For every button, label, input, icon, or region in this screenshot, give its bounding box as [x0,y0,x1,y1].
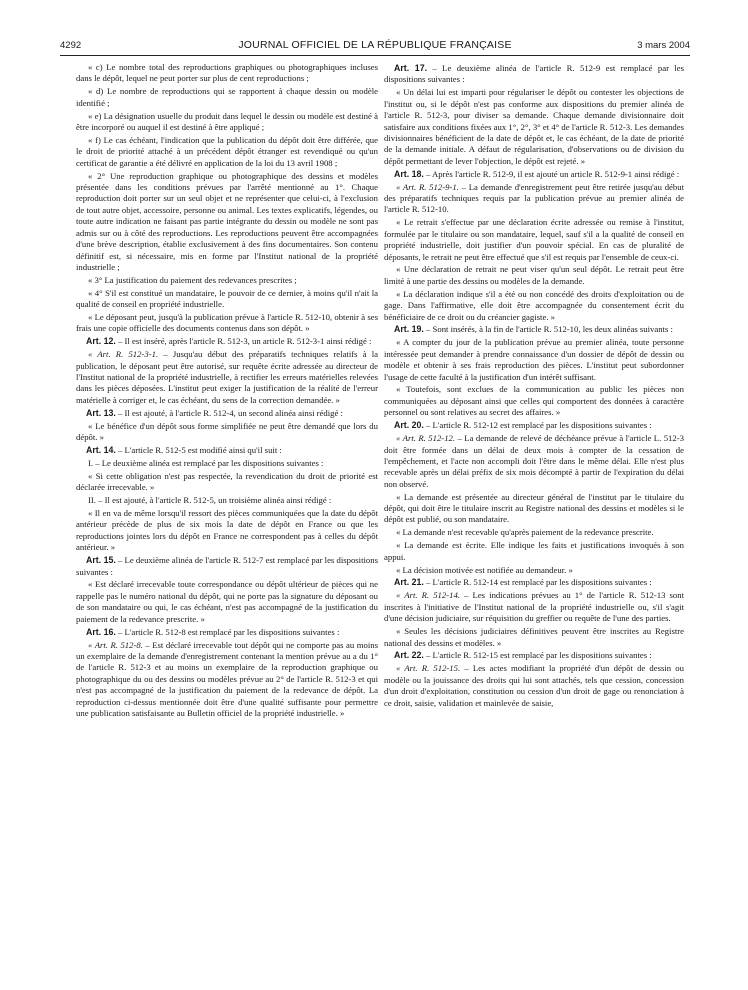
article-label: Art. 12. [86,336,116,347]
article-label: Art. 17. [394,63,428,73]
text-paragraph [76,508,378,554]
article-paragraph [384,324,684,335]
text-paragraph [76,579,378,625]
paragraph-text: « Une déclaration de retrait ne peut viser qu'un seul dépôt. Le retrait peut être limité à une partie des dessins ou modèles de la demande. [384,264,684,286]
paragraph-text: « La demande est écrite. Elle indique les faits et justifications invoqués à son appui. [384,540,684,562]
quoted-article-heading: « Art. R. 512-15. [396,663,461,674]
article-label: Art. 15. [86,555,116,566]
paragraph-text: – Les indications prévues au 1° de l'article R. 512-13 sont inscrites à l'initiative de l'Institut national de la propriété industrielle ou, s'il s'agit d'une décision judiciaire, sur réquisition du greffier ou requête de l'une des parties. [384,590,684,624]
text-paragraph [384,433,684,490]
text-paragraph [384,384,684,418]
text-paragraph [76,421,378,444]
page-header [60,38,690,54]
article-paragraph [76,408,378,419]
paragraph-text: – Le deuxième alinéa de l'article R. 512-7 est remplacé par les dispositions suivantes : [76,555,378,577]
text-paragraph [384,337,684,383]
article-label: Art. 14. [86,445,116,455]
paragraph-text: – Jusqu'au début des préparatifs techniques relatifs à la publication, le déposant peut être autorisé, sur requête écrite adressée au directeur de l'Institut national de la propriété industrielle, à rectifier les erreurs matérielles relevées dans les pièces déposées. L'institut peut exiger la justification de la réalité de l'erreur matérielle à corriger et, le cas échéant, du sens de la correction demandée. » [76,349,378,405]
article-paragraph [76,336,378,347]
paragraph-text: « 3° La justification du paiement des redevances prescrites ; [88,274,297,285]
page-number: 4292 [60,40,82,51]
right-column [384,62,684,982]
paragraph-text: « Si cette obligation n'est pas respectée, la revendication du droit de priorité est déclarée irrecevable. » [76,470,378,493]
text-paragraph [76,458,378,469]
issue-date: 3 mars 2004 [637,40,690,51]
text-paragraph [384,626,684,649]
paragraph-text: – L'article R. 512-15 est remplacé par les dispositions suivantes : [423,650,652,661]
article-paragraph [384,650,684,661]
paragraph-text: – L'article R. 512-5 est modifié ainsi qu'il suit : [115,445,282,455]
paragraph-text: – La demande de relevé de déchéance prévue à l'article L. 512-3 doit être formée dans un délai de deux mois à compter de la cessation de l'empêchement, et l'acte non accompli doit l'être dans le même délai. Elle n'est plus recevable après un délai préfix de six mois décompté à partir de l'expiration du délai non observé. [384,433,684,489]
paragraph-text: « 2° Une reproduction graphique ou photographique des dessins et modèles présentée dans les conditions prévues par l'arrêté mentionné au 1°. Chaque reproduction doit porter sur un seul objet et ne représenter que celui-ci, à l'exclusion de tout autre objet, accessoire, personne ou animal. Les textes explicatifs, légendes, ou toute autre indication ne faisant pas partie intégrante du dessin ou modèle ne sont pas admis sur ou à côté des reproductions. Les reproductions peuvent être accompagnées d'une brève description, établie exclusivement à des fins documentaires. Son contenu définitif est, si nécessaire, mis en forme par l'Institut national de la propriété industrielle ; [76,170,378,272]
text-paragraph [76,495,378,506]
paragraph-text: – Est déclaré irrecevable tout dépôt qui ne comporte pas au moins un exemplaire de la demande d'enregistrement contenant la mention prévue au a du 1° de l'article R. 512-3 et au moins un exemplaire de la reproduction graphique ou photographique du ou des dessins ou modèles prévue au 2° de l'article R. 512-3 et qui n'est pas accompagné de la justification du paiement de la redevance de dépôt. La reproduction ci-dessus mentionnée doit être d'une qualité suffisante pour permettre une publication satisfaisante au Bulletin officiel de la propriété industrielle. » [76,639,378,718]
paragraph-text: « Le bénéfice d'un dépôt sous forme simplifiée ne peut être demandé que lors du dépôt. » [76,420,378,443]
text-paragraph [76,275,378,286]
paragraph-text: « Le déposant peut, jusqu'à la publication prévue à l'article R. 512-10, obtenir à ses frais une copie officielle des documents contenus dans son dépôt. » [76,312,378,334]
paragraph-text: – Les actes modifiant la propriété d'un dépôt de dessin ou modèle ou la jouissance des droits qui lui sont attachés, tels que cession, concession d'un droit d'exploitation, constitution ou cession d'un droit de gage ou renonciation à ce droit, saisie, validation et mainlevée de saisie, [384,663,684,708]
article-paragraph [76,627,378,638]
paragraph-text: « c) Le nombre total des reproductions graphiques ou photographiques incluses dans le dépôt, lequel ne peut porter sur plus de cent reproductions ; [76,62,378,84]
paragraph-text: – Il est ajouté, à l'article R. 512-4, un second alinéa ainsi rédigé : [115,407,343,418]
text-paragraph [384,182,684,216]
text-paragraph [76,62,378,85]
paragraph-text: « La décision motivée est notifiée au demandeur. » [396,564,573,575]
text-paragraph [76,312,378,335]
paragraph-text: II. – Il est ajouté, à l'article R. 512-5, un troisième alinéa ainsi rédigé : [88,495,332,506]
paragraph-text: – Il est inséré, après l'article R. 512-3, un article R. 512-3-1 ainsi rédigé : [115,336,372,347]
paragraph-text: « d) Le nombre de reproductions qui se rapportent à chaque dessin ou modèle identifié ; [76,86,378,108]
paragraph-text: « Le retrait s'effectue par une déclaration écrite adressée ou remise à l'institut, formulée par le titulaire ou son mandataire, lequel, sauf s'il a la qualité de conseil en propriété industrielle, doit justifier d'un pouvoir spécial. En cas de pluralité de déposants, le retrait ne peut être effectué que s'il est requis par l'ensemble de ceux-ci. [384,217,684,262]
text-paragraph [384,217,684,263]
text-paragraph [384,540,684,563]
article-label: Art. 22. [394,650,424,661]
paragraph-text: « La demande n'est recevable qu'après paiement de la redevance prescrite. [396,527,654,538]
article-label: Art. 20. [394,420,424,431]
paragraph-text: « Un délai lui est imparti pour régulariser le dépôt ou contester les objections de l'institut ou, si le dépôt n'est pas conforme aux dispositions du premier alinéa de l'article R. 512-3, pour diviser sa demande. Chaque demande divisionnaire doit satisfaire aux conditions fixées aux 1°, 2°, 3° et 4° de l'article R. 512-3. Les demandes divisionnaires bénéficient de la date de dépôt et, le cas échéant, de la date de priorité de la demande initiale. A défaut de régularisation, d'observations ou de division du dépôt permettant de lever l'objection, le dépôt est rejeté. » [384,87,684,166]
text-paragraph [384,492,684,526]
paragraph-text: « 4° S'il est constitué un mandataire, le pouvoir de ce dernier, à moins qu'il n'ait la qualité de conseil en propriété industrielle. [76,287,378,310]
paragraph-text: « A compter du jour de la publication prévue au premier alinéa, toute personne intéressée peut demander à prendre connaissance d'un dossier de dépôt de dessin ou modèle et obtenir à ses frais reproduction des pièces. L'institut peut subordonner l'usage de cette faculté à la justification d'un intérêt suffisant. [384,337,684,382]
article-label: Art. 18. [394,168,424,179]
article-label: Art. 21. [394,577,424,588]
article-paragraph [384,63,684,86]
text-paragraph [76,640,378,720]
paragraph-text: – Sont insérés, à la fin de l'article R. 512-10, les deux alinéas suivants : [423,324,673,335]
header-rule [60,55,690,56]
paragraph-text: – Après l'article R. 512-9, il est ajouté un article R. 512-9-1 ainsi rédigé : [423,168,680,179]
text-paragraph [384,264,684,287]
text-paragraph [76,135,378,169]
paragraph-text: « f) Le cas échéant, l'indication que la publication du dépôt doit être différée, que le droit de priorité attaché à un précédent dépôt étranger est revendiqué ou qu'un certificat de garantie a été délivré en application de la loi du 13 avril 1908 ; [76,134,378,168]
paragraph-text: « Il en va de même lorsqu'il ressort des pièces communiquées que la date du dépôt antérieur précède de plus de six mois la date de dépôt en France ou que les reproductions jointes lors du dépôt en France ne correspondent pas à celles du dépôt antérieur. » [76,508,378,553]
paragraph-text: « La demande est présentée au directeur général de l'institut par le titulaire du dépôt, qui doit être le titulaire inscrit au Registre national des dessins et modèles si le dépôt est publié, ou son mandataire. [384,491,684,525]
paragraph-text: I. – Le deuxième alinéa est remplacé par les dispositions suivantes : [88,457,324,468]
quoted-article-heading: « Art. R. 512-9-1. [396,181,459,192]
text-paragraph [76,288,378,311]
text-paragraph [76,349,378,406]
text-paragraph [76,111,378,134]
journal-title: JOURNAL OFFICIEL DE LA RÉPUBLIQUE FRANÇAISE [238,39,512,51]
text-paragraph [384,289,684,323]
text-paragraph [384,590,684,624]
paragraph-text: – Le deuxième alinéa de l'article R. 512-9 est remplacé par les dispositions suivantes : [384,63,684,85]
paragraph-text: – L'article R. 512-14 est remplacé par les dispositions suivantes : [423,577,652,588]
text-paragraph [384,663,684,709]
article-paragraph [384,577,684,588]
article-label: Art. 13. [86,407,116,418]
paragraph-text: « e) La désignation usuelle du produit dans lequel le dessin ou modèle est destiné à être incorporé ou auquel il est destiné à être appliqué ; [76,110,378,133]
text-paragraph [384,527,684,538]
text-paragraph [76,86,378,109]
left-column [76,62,378,982]
paragraph-text: « La déclaration indique s'il a été ou non concédé des droits d'exploitation ou de gage. Dans l'affirmative, elle doit être accompagnée du consentement écrit du bénéficiaire de ce droit ou du créancier gagiste. » [384,288,684,322]
text-paragraph [384,87,684,167]
quoted-article-heading: « Art. R. 512-3-1. [88,349,159,360]
text-paragraph [384,565,684,576]
text-paragraph [76,171,378,274]
paragraph-text: – L'article R. 512-12 est remplacé par les dispositions suivantes : [423,420,652,431]
paragraph-text: « Est déclaré irrecevable toute correspondance ou dépôt ultérieur de pièces qui ne rappelle pas le numéro national du dépôt, qui ne porte pas la signature du déposant ou de son mandataire ou qui, le cas échéant, n'est pas accompagné de la justification du paiement de la redevance prescrite. » [76,579,378,624]
article-paragraph [384,169,684,180]
article-paragraph [76,445,378,456]
paragraph-text: « Seules les décisions judiciaires définitives peuvent être inscrites au Registre national des dessins et modèles. » [384,626,684,648]
paragraph-text: – La demande d'enregistrement peut être retirée jusqu'au début des préparatifs techniques requis par la publication prévue au premier alinéa de l'article R. 512-10. [384,181,684,215]
article-label: Art. 19. [394,324,424,335]
text-paragraph [76,471,378,494]
article-paragraph [76,555,378,578]
quoted-article-heading: « Art. R. 512-8. [88,639,143,650]
article-label: Art. 16. [86,626,116,637]
quoted-article-heading: « Art. R. 512-12. [396,433,456,444]
paragraph-text: « Toutefois, sont exclues de la communication au public les pièces non communiquées au déposant ainsi que celles qui comportent des données à caractère personnel ou sont relatives au secret des affaires. » [384,384,684,418]
article-paragraph [384,420,684,431]
quoted-article-heading: « Art. R. 512-14. [396,590,460,601]
paragraph-text: – L'article R. 512-8 est remplacé par les dispositions suivantes : [115,626,340,637]
